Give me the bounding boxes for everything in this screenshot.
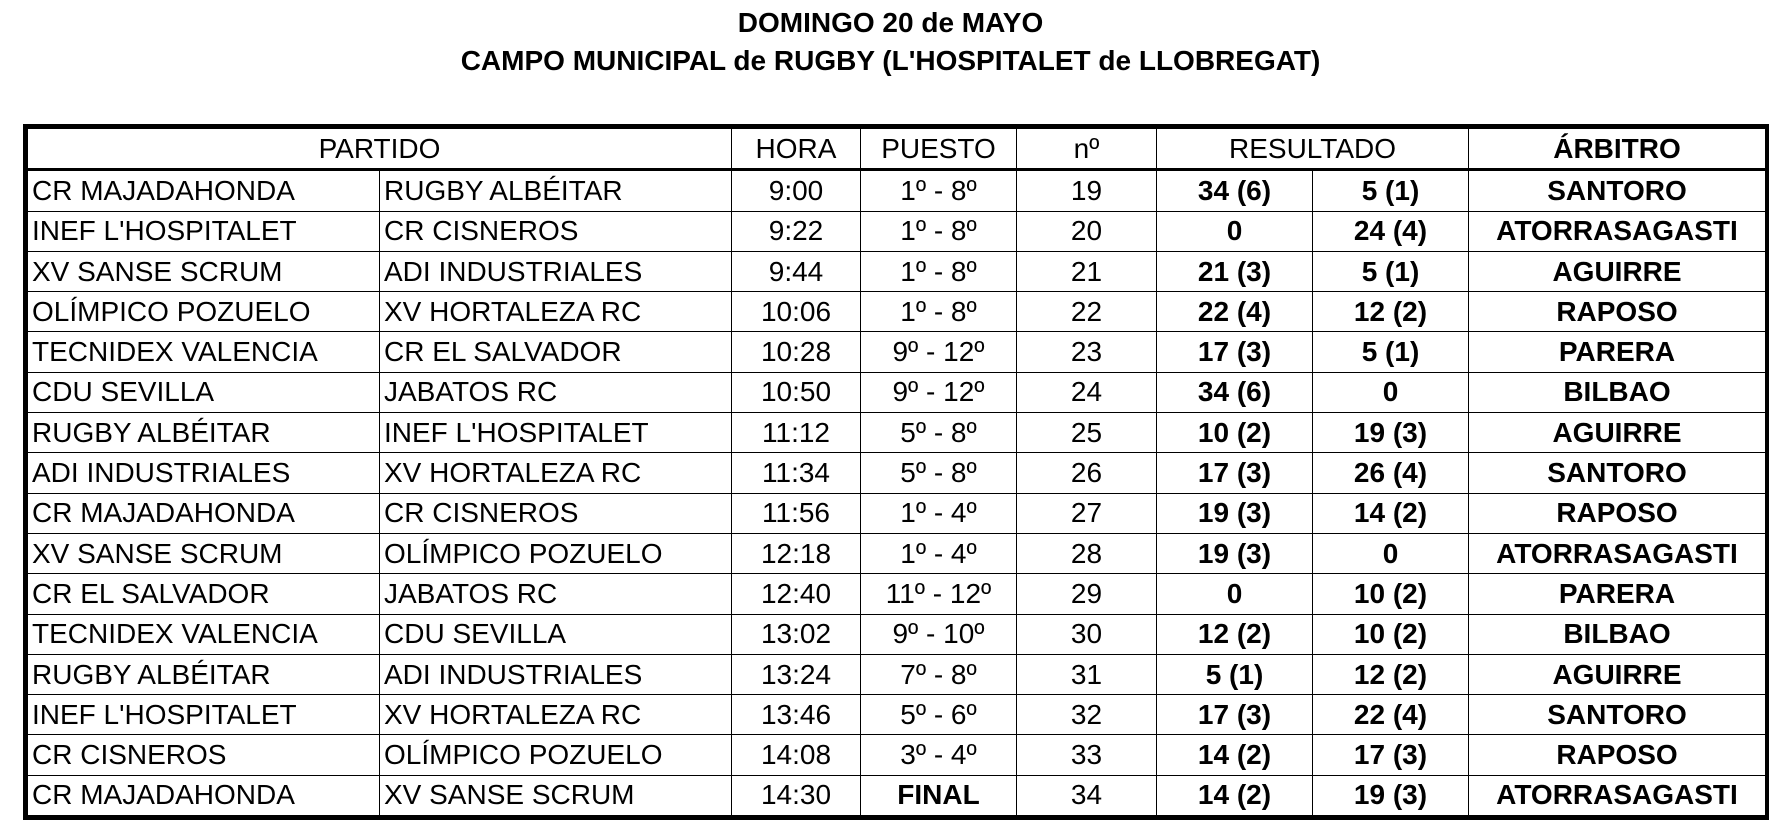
page-subtitle: CAMPO MUNICIPAL de RUGBY (L'HOSPITALET de LLOBREGAT) [460,45,1321,76]
cell-resultado-visitante: 14 (2) [1313,493,1469,533]
schedule-table [27,128,1766,816]
cell-puesto: FINAL [861,775,1017,815]
cell-hora: 10:06 [732,292,861,332]
cell-local-team: CR CISNEROS [28,735,380,775]
cell-puesto: 1º - 8º [861,170,1017,211]
cell-resultado-visitante: 10 (2) [1313,614,1469,654]
cell-resultado-local: 12 (2) [1157,614,1313,654]
table-row [28,533,1766,573]
cell-resultado-visitante: 5 (1) [1313,170,1469,211]
cell-local-team: TECNIDEX VALENCIA [28,614,380,654]
cell-resultado-local: 21 (3) [1157,251,1313,291]
cell-arbitro: AGUIRRE [1469,413,1766,453]
cell-resultado-local: 0 [1157,574,1313,614]
cell-puesto: 5º - 8º [861,453,1017,493]
cell-hora: 10:50 [732,372,861,412]
cell-local-team: INEF L'HOSPITALET [28,211,380,251]
cell-resultado-local: 19 (3) [1157,533,1313,573]
cell-hora: 12:18 [732,533,861,573]
cell-local-team: CR MAJADAHONDA [28,493,380,533]
cell-local-team: TECNIDEX VALENCIA [28,332,380,372]
cell-visiting-team: CDU SEVILLA [380,614,732,654]
cell-arbitro: BILBAO [1469,614,1766,654]
cell-resultado-visitante: 19 (3) [1313,413,1469,453]
cell-hora: 14:08 [732,735,861,775]
cell-arbitro: AGUIRRE [1469,654,1766,694]
table-row [28,413,1766,453]
table-row [28,654,1766,694]
cell-local-team: XV SANSE SCRUM [28,533,380,573]
cell-hora: 14:30 [732,775,861,815]
cell-resultado-visitante: 26 (4) [1313,453,1469,493]
schedule-table-frame [23,124,1769,820]
table-row [28,574,1766,614]
cell-arbitro: BILBAO [1469,372,1766,412]
column-header-hora: HORA [732,129,861,170]
table-row [28,292,1766,332]
cell-local-team: CDU SEVILLA [28,372,380,412]
cell-arbitro: RAPOSO [1469,292,1766,332]
cell-arbitro: ATORRASAGASTI [1469,211,1766,251]
cell-arbitro: RAPOSO [1469,735,1766,775]
cell-resultado-local: 22 (4) [1157,292,1313,332]
cell-numero: 19 [1017,170,1157,211]
cell-puesto: 9º - 12º [861,332,1017,372]
cell-arbitro: RAPOSO [1469,493,1766,533]
cell-visiting-team: ADI INDUSTRIALES [380,251,732,291]
cell-local-team: ADI INDUSTRIALES [28,453,380,493]
cell-arbitro: AGUIRRE [1469,251,1766,291]
table-row [28,453,1766,493]
cell-local-team: RUGBY ALBÉITAR [28,413,380,453]
cell-arbitro: SANTORO [1469,695,1766,735]
cell-resultado-local: 14 (2) [1157,735,1313,775]
cell-numero: 31 [1017,654,1157,694]
cell-hora: 13:24 [732,654,861,694]
cell-hora: 11:12 [732,413,861,453]
cell-numero: 34 [1017,775,1157,815]
cell-resultado-visitante: 5 (1) [1313,332,1469,372]
page-header [0,0,1781,80]
table-body [28,170,1766,816]
table-row [28,332,1766,372]
cell-puesto: 3º - 4º [861,735,1017,775]
cell-visiting-team: XV HORTALEZA RC [380,292,732,332]
column-header-partido: PARTIDO [28,129,732,170]
cell-visiting-team: INEF L'HOSPITALET [380,413,732,453]
cell-puesto: 5º - 8º [861,413,1017,453]
cell-visiting-team: CR EL SALVADOR [380,332,732,372]
cell-puesto: 1º - 4º [861,493,1017,533]
cell-numero: 29 [1017,574,1157,614]
table-header-row [28,129,1766,170]
cell-numero: 22 [1017,292,1157,332]
table-row [28,372,1766,412]
cell-numero: 24 [1017,372,1157,412]
cell-visiting-team: OLÍMPICO POZUELO [380,735,732,775]
cell-puesto: 7º - 8º [861,654,1017,694]
cell-hora: 11:56 [732,493,861,533]
table-row [28,735,1766,775]
cell-puesto: 9º - 10º [861,614,1017,654]
table-row [28,211,1766,251]
table-row [28,614,1766,654]
cell-puesto: 1º - 4º [861,533,1017,573]
cell-resultado-visitante: 0 [1313,533,1469,573]
cell-local-team: CR EL SALVADOR [28,574,380,614]
cell-visiting-team: JABATOS RC [380,372,732,412]
cell-resultado-local: 10 (2) [1157,413,1313,453]
cell-numero: 21 [1017,251,1157,291]
cell-resultado-local: 17 (3) [1157,453,1313,493]
column-header-numero: nº [1017,129,1157,170]
table-row [28,251,1766,291]
cell-resultado-visitante: 12 (2) [1313,654,1469,694]
cell-visiting-team: JABATOS RC [380,574,732,614]
cell-hora: 11:34 [732,453,861,493]
cell-resultado-visitante: 24 (4) [1313,211,1469,251]
cell-local-team: XV SANSE SCRUM [28,251,380,291]
cell-numero: 33 [1017,735,1157,775]
cell-numero: 30 [1017,614,1157,654]
table-row [28,695,1766,735]
table-row [28,493,1766,533]
cell-local-team: OLÍMPICO POZUELO [28,292,380,332]
cell-local-team: CR MAJADAHONDA [28,775,380,815]
cell-numero: 32 [1017,695,1157,735]
cell-hora: 13:02 [732,614,861,654]
column-header-resultado: RESULTADO [1157,129,1469,170]
cell-local-team: INEF L'HOSPITALET [28,695,380,735]
column-header-puesto: PUESTO [861,129,1017,170]
cell-arbitro: SANTORO [1469,170,1766,211]
cell-puesto: 1º - 8º [861,211,1017,251]
cell-resultado-local: 14 (2) [1157,775,1313,815]
cell-puesto: 9º - 12º [861,372,1017,412]
cell-visiting-team: RUGBY ALBÉITAR [380,170,732,211]
cell-resultado-visitante: 0 [1313,372,1469,412]
cell-resultado-local: 17 (3) [1157,332,1313,372]
cell-resultado-visitante: 19 (3) [1313,775,1469,815]
cell-arbitro: ATORRASAGASTI [1469,533,1766,573]
cell-arbitro: PARERA [1469,332,1766,372]
cell-arbitro: SANTORO [1469,453,1766,493]
cell-local-team: RUGBY ALBÉITAR [28,654,380,694]
cell-hora: 9:22 [732,211,861,251]
cell-resultado-visitante: 22 (4) [1313,695,1469,735]
cell-hora: 12:40 [732,574,861,614]
cell-arbitro: PARERA [1469,574,1766,614]
cell-visiting-team: ADI INDUSTRIALES [380,654,732,694]
cell-resultado-local: 19 (3) [1157,493,1313,533]
cell-hora: 9:00 [732,170,861,211]
cell-local-team: CR MAJADAHONDA [28,170,380,211]
cell-visiting-team: XV SANSE SCRUM [380,775,732,815]
cell-puesto: 5º - 6º [861,695,1017,735]
cell-hora: 9:44 [732,251,861,291]
cell-numero: 25 [1017,413,1157,453]
cell-numero: 27 [1017,493,1157,533]
cell-resultado-visitante: 17 (3) [1313,735,1469,775]
cell-resultado-local: 34 (6) [1157,372,1313,412]
cell-resultado-visitante: 5 (1) [1313,251,1469,291]
table-row [28,775,1766,815]
cell-hora: 13:46 [732,695,861,735]
cell-resultado-local: 34 (6) [1157,170,1313,211]
page-title: DOMINGO 20 de MAYO [737,7,1044,38]
cell-numero: 26 [1017,453,1157,493]
cell-puesto: 1º - 8º [861,292,1017,332]
cell-resultado-local: 0 [1157,211,1313,251]
cell-hora: 10:28 [732,332,861,372]
cell-visiting-team: OLÍMPICO POZUELO [380,533,732,573]
cell-arbitro: ATORRASAGASTI [1469,775,1766,815]
table-row [28,170,1766,211]
cell-resultado-local: 17 (3) [1157,695,1313,735]
cell-visiting-team: XV HORTALEZA RC [380,453,732,493]
cell-resultado-visitante: 10 (2) [1313,574,1469,614]
cell-visiting-team: CR CISNEROS [380,493,732,533]
cell-puesto: 11º - 12º [861,574,1017,614]
cell-numero: 23 [1017,332,1157,372]
column-header-arbitro: ÁRBITRO [1469,129,1766,170]
cell-numero: 20 [1017,211,1157,251]
cell-resultado-visitante: 12 (2) [1313,292,1469,332]
cell-puesto: 1º - 8º [861,251,1017,291]
cell-visiting-team: XV HORTALEZA RC [380,695,732,735]
cell-numero: 28 [1017,533,1157,573]
cell-visiting-team: CR CISNEROS [380,211,732,251]
cell-resultado-local: 5 (1) [1157,654,1313,694]
